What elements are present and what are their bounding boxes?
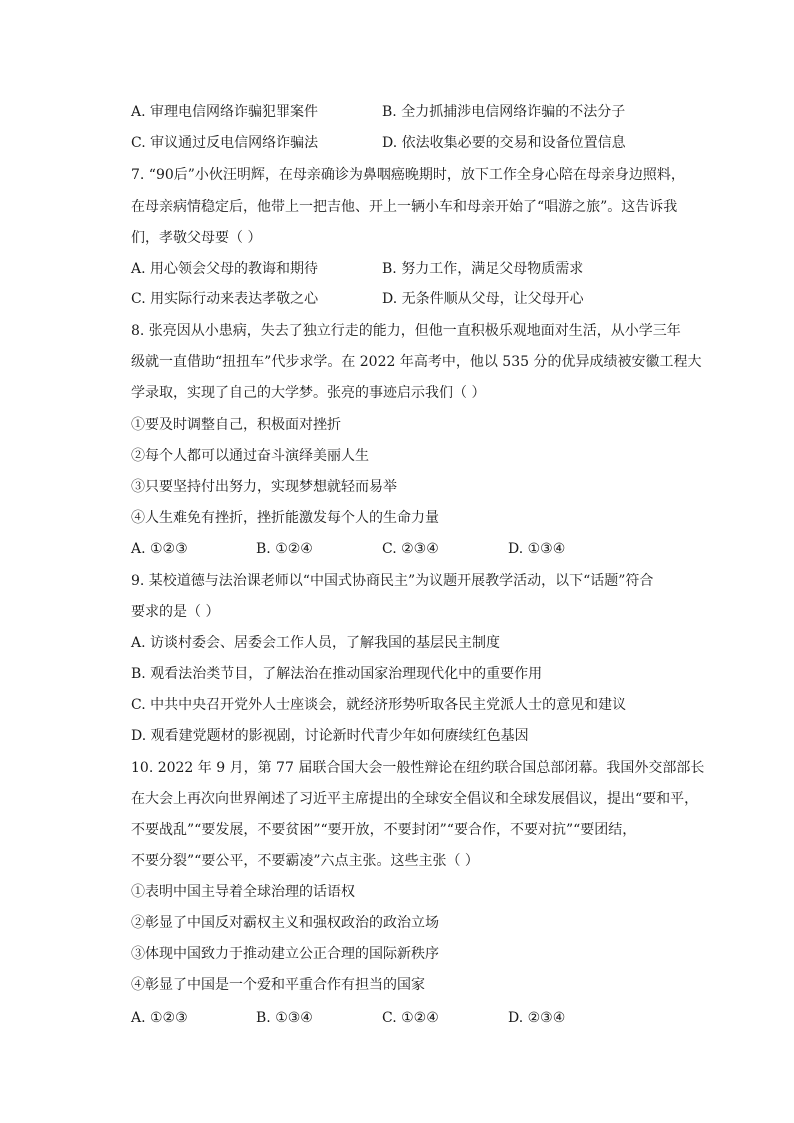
q6-option-b: B. 全力抓捕涉电信网络诈骗的不法分子 — [382, 104, 626, 120]
q8-item-1: ①要及时调整自己，积极面对挫折 — [131, 417, 341, 433]
q10-option-b: B. ①③④ — [256, 1010, 313, 1026]
q10-option-c: C. ①②④ — [382, 1010, 439, 1026]
q8-option-c: C. ②③④ — [382, 541, 439, 557]
q8-item-2: ②每个人都可以通过奋斗演绎美丽人生 — [131, 448, 369, 464]
q8-item-3: ③只要坚持付出努力，实现梦想就轻而易举 — [131, 479, 397, 495]
q8-option-d: D. ①③④ — [508, 541, 566, 557]
q10-stem-line-1: 10. 2022 年 9 月，第 77 届联合国大会一般性辩论在纽约联合国总部闭幕。我国外交部部长 — [131, 760, 705, 776]
q7-stem-line-1: 7. “90后”小伙汪明辉，在母亲确诊为鼻咽癌晚期时，放下工作全身心陪在母亲身边照料， — [131, 167, 685, 183]
q8-option-a: A. ①②③ — [131, 541, 188, 557]
q10-item-4: ④彰显了中国是一个爱和平重合作有担当的国家 — [131, 977, 425, 993]
q10-item-2: ②彰显了中国反对霸权主义和强权政治的政治立场 — [131, 915, 439, 931]
q8-option-b: B. ①②④ — [256, 541, 313, 557]
q9-stem-line-2: 要求的是（ ） — [131, 604, 220, 620]
q10-option-d: D. ②③④ — [508, 1010, 566, 1026]
q9-stem-line-1: 9. 某校道德与法治课老师以“中国式协商民主”为议题开展教学活动，以下“话题”符合 — [131, 573, 654, 589]
q7-option-c: C. 用实际行动来表达孝敬之心 — [131, 291, 319, 307]
q7-stem-line-2: 在母亲病情稳定后，他带上一把吉他、开上一辆小车和母亲开始了“唱游之旅”。这告诉我 — [131, 199, 678, 215]
q10-item-3: ③体现中国致力于推动建立公正合理的国际新秩序 — [131, 946, 439, 962]
q10-stem-line-2: 在大会上再次向世界阐述了习近平主席提出的全球安全倡议和全球发展倡议，提出“要和平， — [131, 791, 699, 807]
q10-item-1: ①表明中国主导着全球治理的话语权 — [131, 884, 355, 900]
q8-item-4: ④人生难免有挫折，挫折能激发每个人的生命力量 — [131, 510, 439, 526]
q9-option-a: A. 访谈村委会、居委会工作人员，了解我国的基层民主制度 — [131, 635, 501, 651]
q8-stem-line-1: 8. 张亮因从小患病，失去了独立行走的能力，但他一直积极乐观地面对生活，从小学三年 — [131, 323, 681, 339]
q7-option-d: D. 无条件顺从父母，让父母开心 — [382, 291, 584, 307]
q9-option-d: D. 观看建党题材的影视剧，讨论新时代青少年如何赓续红色基因 — [131, 728, 529, 744]
q9-option-c: C. 中共中央召开党外人士座谈会，就经济形势听取各民主党派人士的意见和建议 — [131, 697, 627, 713]
q7-option-b: B. 努力工作，满足父母物质需求 — [382, 261, 584, 277]
q9-option-b: B. 观看法治类节目，了解法治在推动国家治理现代化中的重要作用 — [131, 666, 543, 682]
q10-stem-line-3: 不要战乱”“要发展，不要贫困”“要开放，不要封闭”“要合作，不要对抗”“要团结， — [131, 822, 637, 838]
q6-option-c: C. 审议通过反电信网络诈骗法 — [131, 135, 319, 151]
q7-option-a: A. 用心领会父母的教诲和期待 — [131, 261, 319, 277]
q7-stem-line-3: 们，孝敬父母要（ ） — [131, 230, 262, 246]
q6-option-a: A. 审理电信网络诈骗犯罪案件 — [131, 104, 319, 120]
q8-stem-line-2: 级就一直借助“扭扭车”代步求学。在 2022 年高考中，他以 535 分的优异成绩被安徽工程大 — [131, 354, 702, 370]
q6-option-d: D. 依法收集必要的交易和设备位置信息 — [382, 135, 626, 151]
q10-option-a: A. ①②③ — [131, 1010, 188, 1026]
q8-stem-line-3: 学录取，实现了自己的大学梦。张亮的事迹启示我们（ ） — [131, 385, 486, 401]
q10-stem-line-4: 不要分裂”“要公平，不要霸凌”六点主张。这些主张（ ） — [131, 853, 479, 869]
